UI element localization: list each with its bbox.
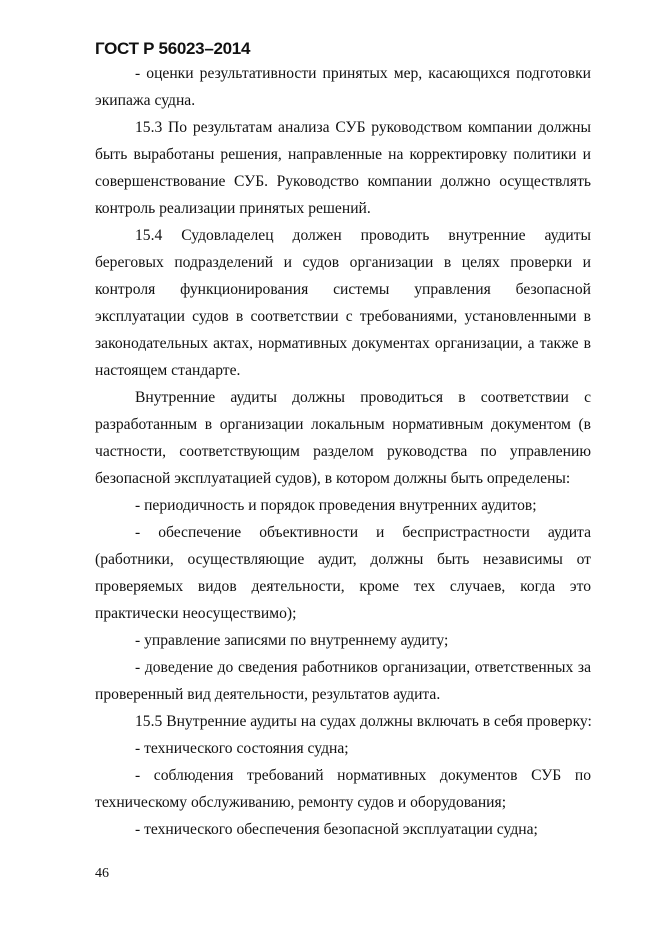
text-line: практически неосуществимо);: [95, 605, 297, 622]
text-line: - технического обеспечения безопасной эксплуатации судна;: [135, 821, 538, 838]
text-line: - технического состояния судна;: [135, 740, 349, 757]
text-line: 15.5 Внутренние аудиты на судах должны включать в себя проверку:: [135, 713, 592, 730]
text-line: настоящем стандарте.: [95, 362, 241, 379]
text-line: (работники, осуществляющие аудит, должны быть независимы от: [95, 551, 591, 568]
text-line: безопасной эксплуатацией судов), в котором должны быть определены:: [95, 470, 571, 487]
paragraph: [95, 492, 591, 519]
text-line: проверяемых видов деятельности, кроме тех случаев, когда это: [95, 578, 591, 595]
text-line: 15.4 Судовладелец должен проводить внутренние аудиты: [135, 227, 591, 244]
paragraph: [95, 222, 591, 384]
paragraph: [95, 735, 591, 762]
text-line: береговых подразделений и судов организации в целях проверки и: [95, 254, 591, 271]
text-line: контроль реализации принятых решений.: [95, 200, 371, 217]
text-line: частности, соответствующим разделом руководства по управлению: [95, 443, 591, 460]
text-line: - обеспечение объективности и беспристрастности аудита: [135, 524, 591, 541]
paragraph: [95, 60, 591, 114]
paragraph: [95, 384, 591, 492]
paragraph: [95, 762, 591, 816]
text-line: быть выработаны решения, направленные на корректировку политики и: [95, 146, 591, 163]
text-line: - соблюдения требований нормативных документов СУБ по: [135, 767, 591, 784]
paragraph: [95, 519, 591, 627]
text-line: эксплуатации судов в соответствии с требованиями, установленными в: [95, 308, 591, 325]
text-line: - управление записями по внутреннему аудиту;: [135, 632, 449, 649]
document-header: ГОСТ Р 56023–2014: [95, 39, 251, 58]
text-line: - оценки результативности принятых мер, касающихся подготовки: [135, 65, 591, 82]
paragraph: [95, 708, 591, 735]
text-line: экипажа судна.: [95, 92, 196, 109]
text-line: законодательных актах, нормативных документах организации, а также в: [95, 335, 591, 352]
text-line: - периодичность и порядок проведения внутренних аудитов;: [135, 497, 537, 514]
page-number: 46: [95, 866, 109, 881]
text-line: Внутренние аудиты должны проводиться в соответствии с: [135, 389, 591, 406]
paragraph: [95, 627, 591, 654]
text-line: 15.3 По результатам анализа СУБ руководством компании должны: [135, 119, 591, 136]
text-line: совершенствование СУБ. Руководство компании должно осуществлять: [95, 173, 591, 190]
text-line: разработанным в организации локальным нормативным документом (в: [95, 416, 591, 433]
text-line: проверенный вид деятельности, результатов аудита.: [95, 686, 441, 703]
text-line: - доведение до сведения работников организации, ответственных за: [135, 659, 591, 676]
paragraph: [95, 114, 591, 222]
paragraph: [95, 816, 591, 843]
paragraph: [95, 654, 591, 708]
text-line: контроля функционирования системы управления безопасной: [95, 281, 591, 298]
text-line: техническому обслуживанию, ремонту судов и оборудования;: [95, 794, 507, 811]
document-body: [95, 60, 591, 843]
